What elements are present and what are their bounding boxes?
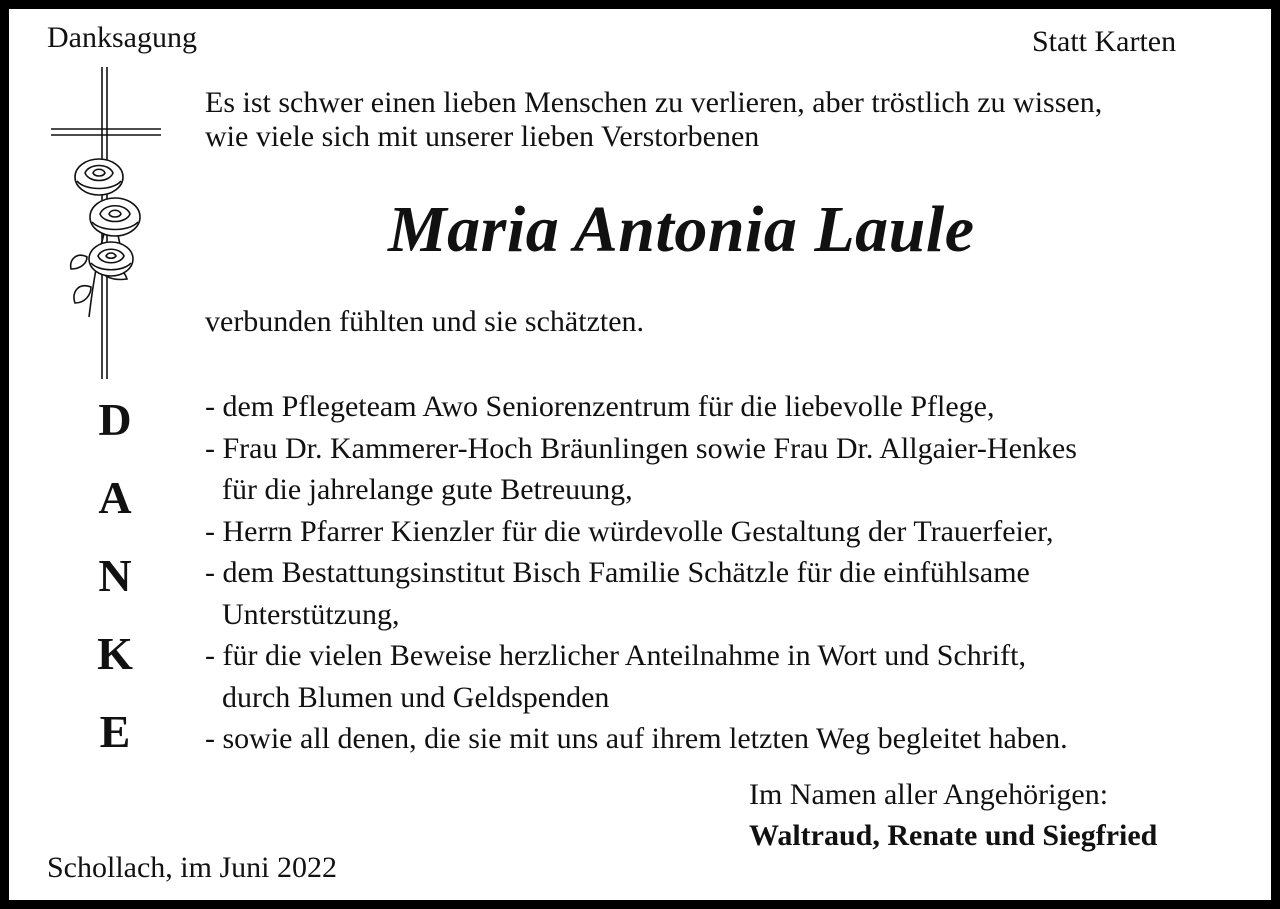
- intro-text: [205, 86, 1102, 154]
- signers: Waltraud, Renate und Siegfried: [749, 819, 1158, 852]
- heading-danksagung: Danksagung: [47, 21, 197, 54]
- list-item: - Herrn Pfarrer Kienzler für die würdevolle Gestaltung der Trauerfeier,: [205, 514, 1054, 548]
- closing-line: Im Namen aller Angehörigen:: [749, 778, 1109, 811]
- list-item: - dem Bestattungsinstitut Bisch Familie Schätzle für die einfühlsame: [205, 556, 1030, 589]
- continuation-text: verbunden fühlten und sie schätzten.: [205, 305, 645, 338]
- heading-statt-karten: Statt Karten: [1032, 25, 1177, 58]
- obituary-card: [9, 9, 1271, 900]
- intro-line-2: wie viele sich mit unserer lieben Verstorbenen: [205, 120, 760, 153]
- danke-letter: N: [98, 550, 132, 601]
- list-item: - sowie all denen, die sie mit uns auf ihrem letzten Weg begleitet haben.: [205, 722, 1068, 755]
- place-date: Schollach, im Juni 2022: [47, 851, 337, 884]
- thanks-list: [205, 386, 1077, 760]
- list-item-continued: für die jahrelange gute Betreuung,: [222, 473, 633, 506]
- list-item: - für die vielen Beweise herzlicher Anteilnahme in Wort und Schrift,: [205, 639, 1026, 672]
- list-item: - Frau Dr. Kammerer-Hoch Bräunlingen sowie Frau Dr. Allgaier-Henkes: [205, 431, 1077, 465]
- danke-vertical: [95, 394, 135, 784]
- list-item-continued: durch Blumen und Geldspenden: [222, 680, 610, 714]
- cross-with-roses-icon: [51, 67, 163, 379]
- danke-letter: E: [99, 706, 131, 757]
- intro-line-1: Es ist schwer einen lieben Menschen zu verlieren, aber tröstlich zu wissen,: [205, 86, 1103, 119]
- deceased-name: Maria Antonia Laule: [388, 193, 975, 266]
- danke-letter: A: [98, 472, 132, 523]
- list-item-continued: Unterstützung,: [222, 597, 400, 631]
- list-item: - dem Pflegeteam Awo Seniorenzentrum für die liebevolle Pflege,: [205, 390, 995, 423]
- danke-letter: K: [97, 628, 133, 679]
- danke-letter: D: [98, 394, 132, 445]
